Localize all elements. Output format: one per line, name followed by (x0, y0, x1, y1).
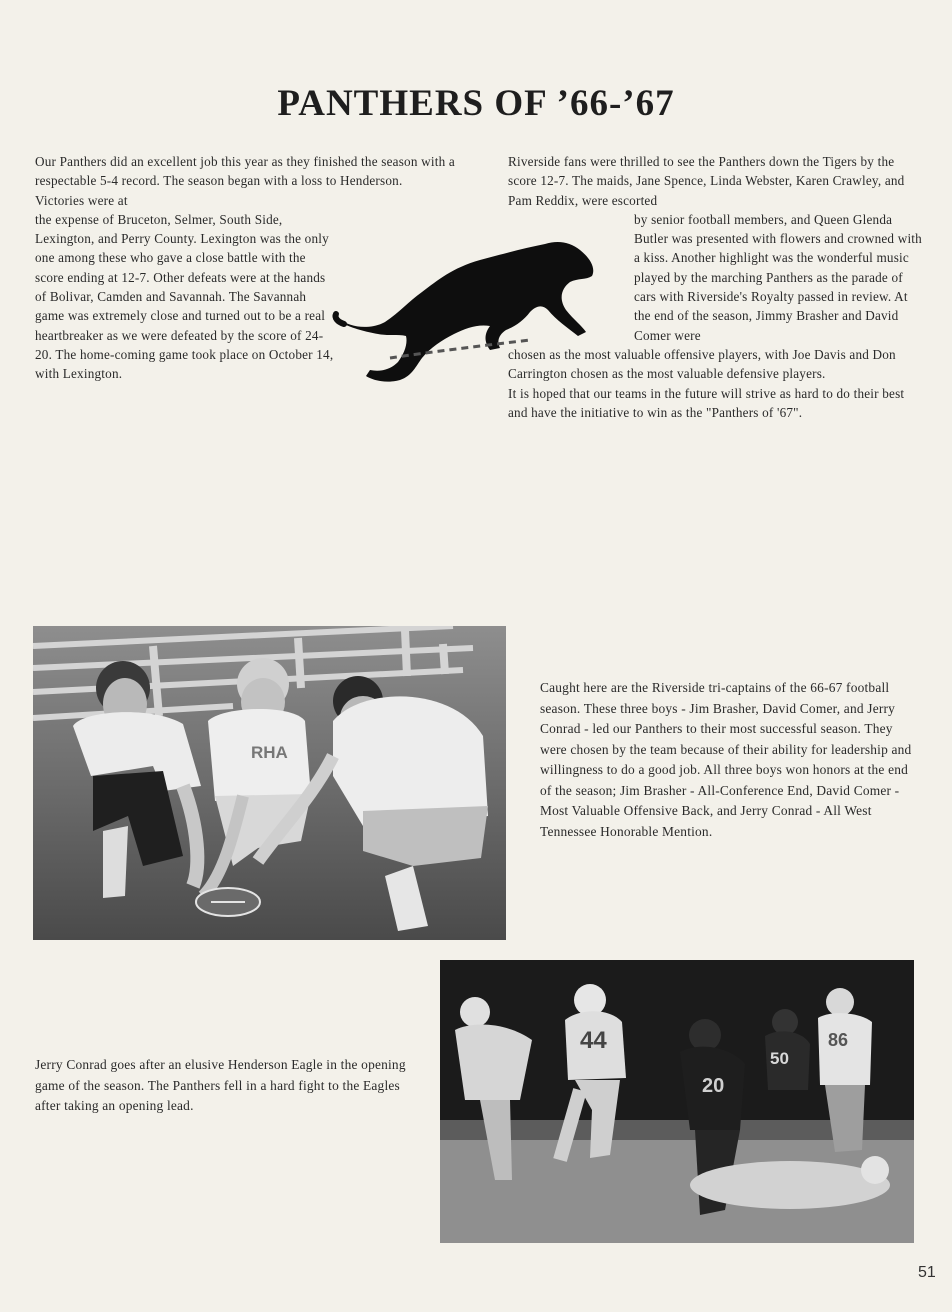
game-action-caption: Jerry Conrad goes after an elusive Henderson Eagle in the opening game of the season. The Panthers fell in a hard fight to the Eagles after taking an opening lead. (35, 1057, 406, 1113)
jersey-number-20: 20 (702, 1075, 725, 1097)
article-intro-paragraph: Our Panthers did an excellent job this year as they finished the season with a respectable 5-4 record. The season began with a loss to Henderson. Victories were at (35, 154, 455, 208)
panther-tail (335, 314, 344, 324)
jersey-number-86: 86 (828, 1030, 849, 1050)
page-title: PANTHERS OF ’66-’67 (277, 83, 675, 124)
article-homecoming-paragraph: Riverside fans were thrilled to see the Panthers down the Tigers by the score 12-7. The maids, Jane Spence, Linda Webster, Karen Crawley, and Pam Reddix, were escorted (508, 154, 905, 208)
tri-captains-caption: Caught here are the Riverside tri-captains of the 66-67 football season. These three boys - Jim Brasher, David Comer, and Jerry Conrad - led our Panthers to their most successful season. They were chosen by the team because of their ability for leadership and willingness to do a good job. All three boys won honors at the end of the season; Jim Brasher - All-Conference End, David Comer - Most Valuable Offensive Back, and Jerry Conrad - All West Tennessee Honorable Mention. (540, 680, 912, 839)
jersey-lettering: RHA (251, 743, 288, 762)
tri-captains-photo (33, 626, 506, 940)
page-number: 51 (918, 1264, 936, 1281)
article-closing-paragraph: It is hoped that our teams in the future will strive as hard to do their best and have the initiative to win as the "Panthers of '67". (508, 385, 905, 420)
jersey-number-44: 44 (580, 1027, 607, 1054)
article-season-recap: the expense of Bruceton, Selmer, South Side, Lexington, and Perry County. Lexington was the only one among these who gave a close battle with the score ending at 12-7. Other defeats were at the hands of Bolivar, Camden and Savannah. The Savannah game was extremely close and turned out to be a real heartbreaker as we were defeated by the score of 24-20. The home-coming game took place on October 14, with Lexington. (35, 211, 334, 382)
article-royalty-paragraph: by senior football members, and Queen Glenda Butler was presented with flowers and crowned with a kiss. Another highlight was the wonderful music played by the marching Panthers as the parade of cars with Riverside's Royalty passed in review. At the end of the season, Jimmy Brasher and David Comer were (634, 211, 922, 343)
jersey-number-50: 50 (770, 1049, 789, 1068)
game-action-photo (440, 960, 914, 1243)
article-right-column (508, 152, 924, 422)
article-defense-paragraph: chosen as the most valuable offensive players, with Joe Davis and Don Carrington chosen as the most valuable defensive players. (508, 346, 896, 382)
